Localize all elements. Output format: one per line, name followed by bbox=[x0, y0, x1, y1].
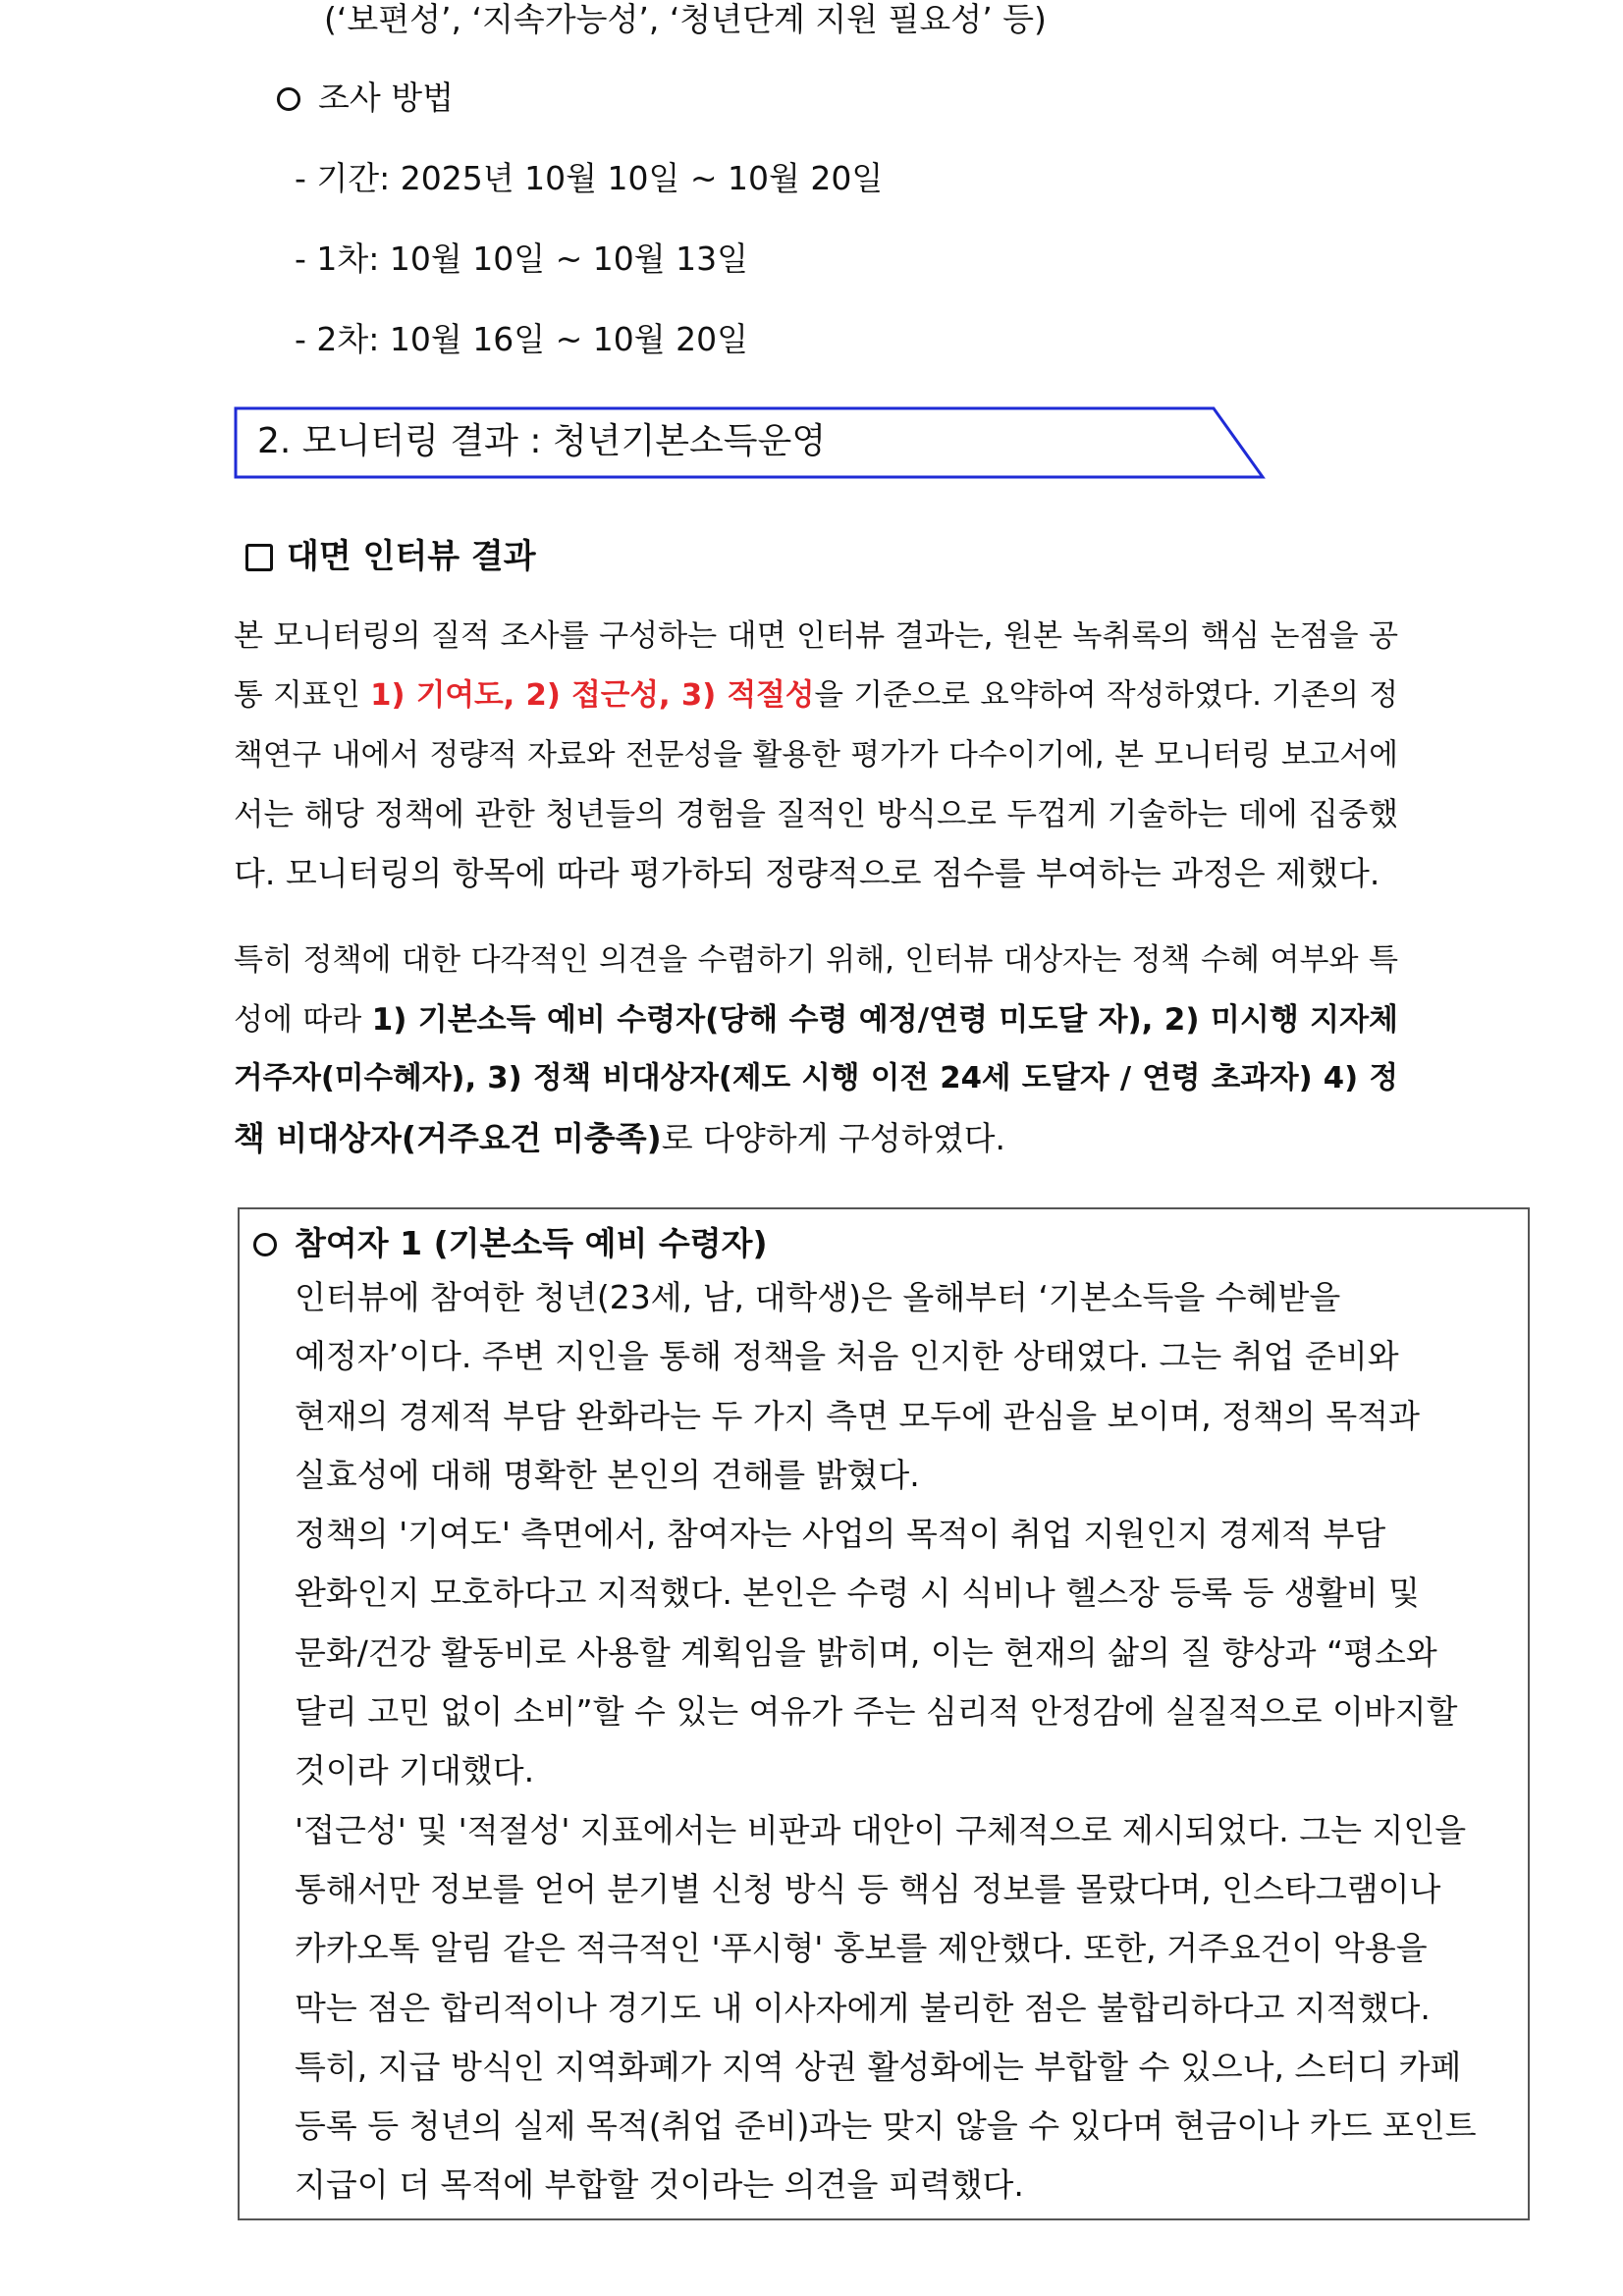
round2-line: - 2차: 10월 16일 ~ 10월 20일 bbox=[295, 320, 748, 358]
participants-line-2-start: 성에 따라 bbox=[234, 1001, 372, 1038]
participant-line: 달리 고민 없이 소비”할 수 있는 여유가 주는 심리적 안정감에 실질적으로 이바지할 bbox=[295, 1692, 1458, 1732]
hollow-circle-icon bbox=[277, 87, 300, 111]
period-line: - 기간: 2025년 10월 10일 ~ 10월 20일 bbox=[295, 159, 884, 197]
participant-groups-bold: 1) 기본소득 예비 수령자(당해 수령 예정/연령 미도달 자), 2) 미시행 지자체 bbox=[371, 1001, 1399, 1038]
participant-heading-label: 참여자 1 (기본소득 예비 수령자) bbox=[295, 1224, 768, 1262]
round1-line: - 1차: 10월 10일 ~ 10월 13일 bbox=[295, 240, 748, 278]
section-title-box bbox=[234, 406, 1267, 479]
participant-line: 완화인지 모호하다고 지적했다. 본인은 수령 시 식비나 헬스장 등록 등 생활비 및 bbox=[295, 1574, 1420, 1613]
participants-line-3: 거주자(미수혜자), 3) 정책 비대상자(제도 시행 이전 24세 도달자 / 연령 초과자) 4) 정 bbox=[234, 1061, 1398, 1095]
participants-line-2 bbox=[234, 990, 1398, 1050]
empty-square-icon bbox=[245, 544, 273, 571]
intro-paragraph bbox=[234, 607, 1398, 904]
participants-line-4-end: 로 다양하게 구성하였다. bbox=[661, 1118, 1005, 1157]
intro-line-1: 본 모니터링의 질적 조사를 구성하는 대면 인터뷰 결과는, 원본 녹취록의 핵심 논점을 공 bbox=[234, 618, 1398, 654]
method-heading-label: 조사 방법 bbox=[318, 79, 455, 117]
intro-line-5: 다. 모니터링의 항목에 따라 평가하되 정량적으로 점수를 부여하는 과정은 제했다. bbox=[234, 854, 1380, 892]
intro-line-2 bbox=[234, 667, 1398, 726]
participants-line-1: 특히 정책에 대한 다각적인 의견을 수렴하기 위해, 인터뷰 대상자는 정책 수혜 여부와 특 bbox=[234, 942, 1398, 978]
participant-body bbox=[295, 1268, 1520, 2216]
criteria-line: (‘보편성’, ‘지속가능성’, ‘청년단계 지원 필요성’ 등) bbox=[324, 0, 1047, 38]
intro-line-3: 책연구 내에서 정량적 자료와 전문성을 활용한 평가가 다수이기에, 본 모니터링 보고서에 bbox=[234, 737, 1398, 773]
participant-line: 인터뷰에 참여한 청년(23세, 남, 대학생)은 올해부터 ‘기본소득을 수혜받을 bbox=[295, 1278, 1341, 1316]
participant-line: 통해서만 정보를 얻어 분기별 신청 방식 등 핵심 정보를 몰랐다며, 인스타그램이나 bbox=[295, 1869, 1441, 1908]
subheading-label: 대면 인터뷰 결과 bbox=[287, 537, 536, 576]
participants-paragraph bbox=[234, 931, 1398, 1168]
intro-line-4: 서는 해당 정책에 관한 청년들의 경험을 질적인 방식으로 두껍게 기술하는 데에 집중했 bbox=[234, 796, 1398, 832]
participant-line: 정책의 '기여도' 측면에서, 참여자는 사업의 목적이 취업 지원인지 경제적 부담 bbox=[295, 1515, 1386, 1554]
participant-line: 막는 점은 합리적이나 경기도 내 이사자에게 불리한 점은 불합리하다고 지적했다. bbox=[295, 1988, 1431, 2027]
participants-line-4 bbox=[234, 1109, 1398, 1169]
participant-line: 현재의 경제적 부담 완화라는 두 가지 측면 모두에 관심을 보이며, 정책의 목적과 bbox=[295, 1396, 1420, 1435]
participant-box bbox=[238, 1207, 1530, 2220]
intro-line-2-start: 통 지표인 bbox=[234, 677, 371, 713]
participant-line: 카카오톡 알림 같은 적극적인 '푸시형' 홍보를 제안했다. 또한, 거주요건이 악용을 bbox=[295, 1929, 1428, 1968]
participant-line: '접근성' 및 '적절성' 지표에서는 비판과 대안이 구체적으로 제시되었다. 그는 지인을 bbox=[295, 1810, 1467, 1849]
participant-line: 등록 등 청년의 실제 목적(취업 준비)과는 맞지 않을 수 있다며 현금이나 카드 포인트 bbox=[295, 2107, 1477, 2146]
participant-heading bbox=[253, 1221, 768, 1266]
intro-line-2-end: 을 기준으로 요약하여 작성하였다. 기존의 정 bbox=[814, 677, 1398, 713]
participant-line: 실효성에 대해 명확한 본인의 견해를 밝혔다. bbox=[295, 1455, 920, 1494]
participant-line: 특히, 지급 방식인 지역화폐가 지역 상권 활성화에는 부합할 수 있으나, 스터디 카페 bbox=[295, 2047, 1462, 2086]
method-heading bbox=[277, 79, 454, 118]
section-title: 2. 모니터링 결과 : 청년기본소득운영 bbox=[257, 421, 827, 461]
participant-groups-bold-end: 책 비대상자(거주요건 미충족) bbox=[234, 1118, 662, 1157]
participant-line: 것이라 기대했다. bbox=[295, 1751, 535, 1790]
participant-line: 문화/건강 활동비로 사용할 계획임을 밝히며, 이는 현재의 삶의 질 향상과 “평소와 bbox=[295, 1632, 1437, 1672]
hollow-circle-icon bbox=[253, 1233, 277, 1256]
participant-line: 지급이 더 목적에 부합할 것이라는 의견을 피력했다. bbox=[295, 2165, 1024, 2205]
participant-line: 예정자’이다. 주변 지인을 통해 정책을 처음 인지한 상태였다. 그는 취업 준비와 bbox=[295, 1337, 1399, 1376]
subheading bbox=[245, 535, 536, 578]
common-indicators-highlight: 1) 기여도, 2) 접근성, 3) 적절성 bbox=[370, 677, 815, 713]
